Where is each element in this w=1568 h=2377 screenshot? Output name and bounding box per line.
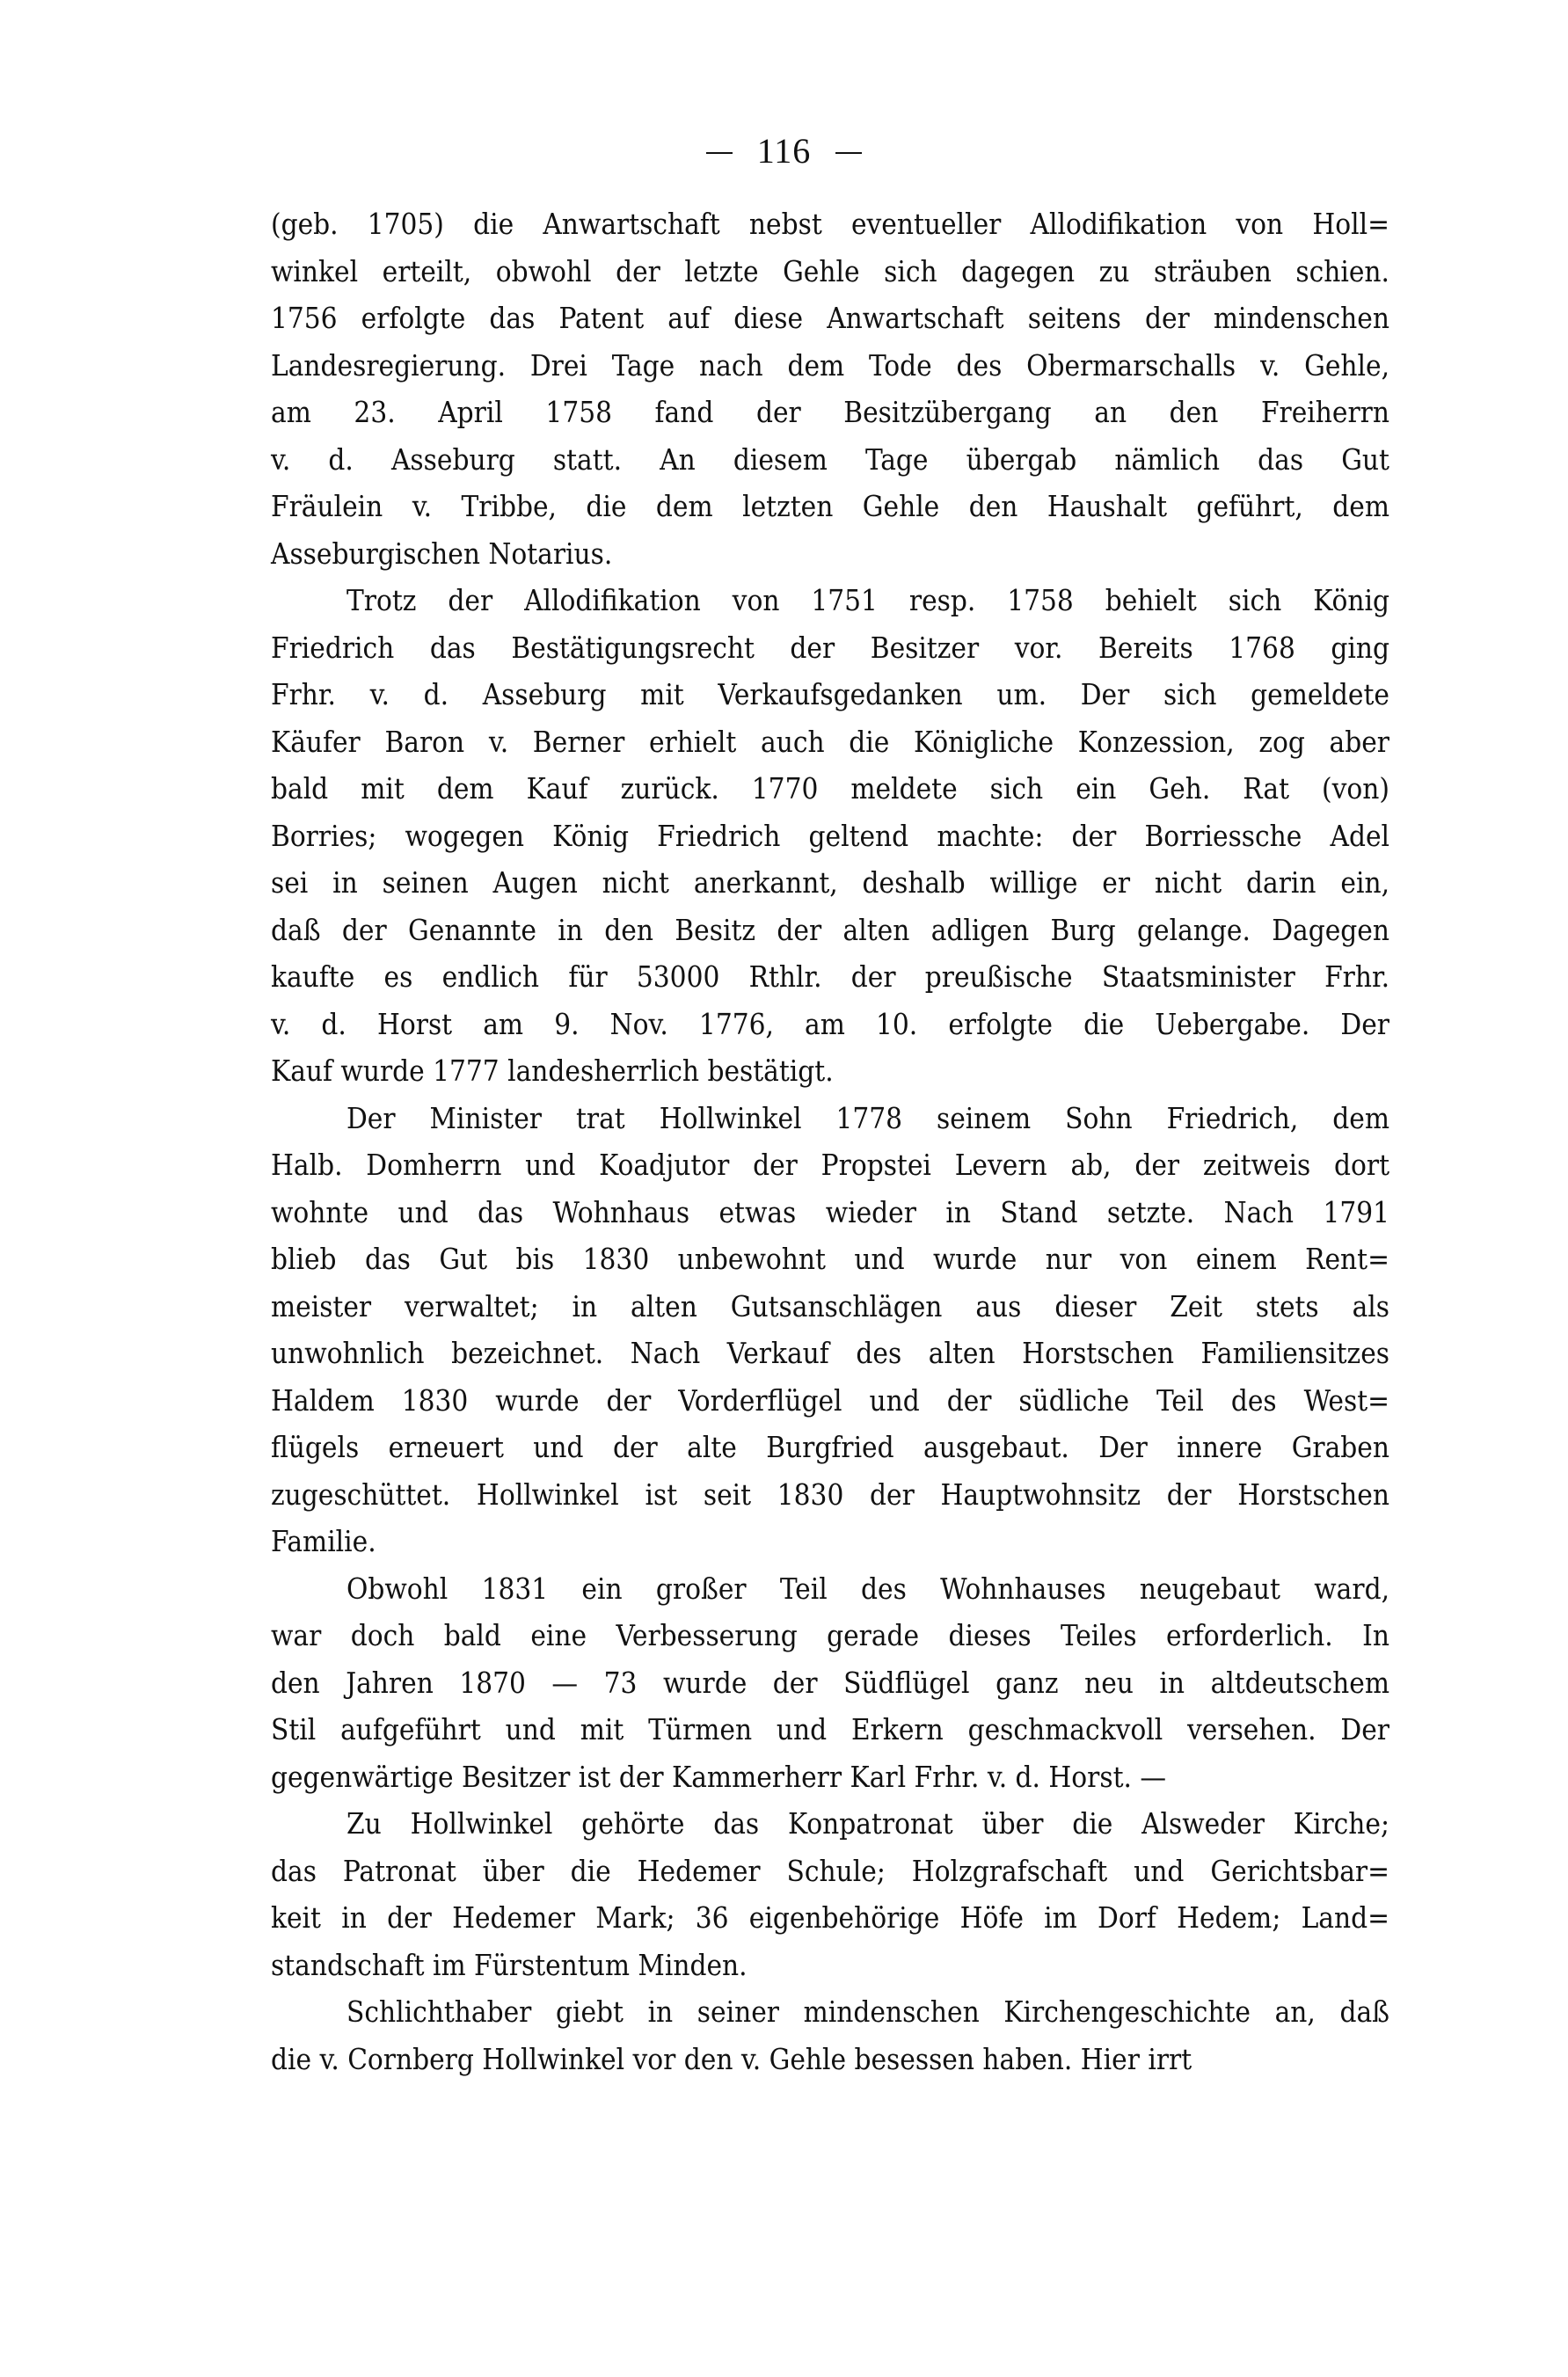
text-line: Asseburgischen Notarius. xyxy=(271,536,613,571)
text-line: am 23. April 1758 fand der Besitzübergang an den Freiherrn xyxy=(271,395,1389,429)
text-line: Der Minister trat Hollwinkel 1778 seinem Sohn Friedrich, dem xyxy=(346,1100,1389,1135)
page-number-dash-right xyxy=(835,152,862,154)
paragraph xyxy=(271,1565,1389,1801)
text-line: Käufer Baron v. Berner erhielt auch die Königliche Konzession, zog aber xyxy=(271,724,1389,759)
page-number-value: 116 xyxy=(756,131,812,171)
paragraph xyxy=(271,1800,1389,1988)
text-line: Haldem 1830 wurde der Vorderflügel und der südliche Teil des West= xyxy=(271,1382,1389,1418)
text-line: Halb. Domherrn und Koadjutor der Propstei Levern ab, der zeitweis dort xyxy=(271,1148,1389,1182)
paragraph xyxy=(271,1988,1389,2082)
text-line: Obwohl 1831 ein großer Teil des Wohnhauses neugebaut ward, xyxy=(346,1571,1389,1606)
text-line: Borries; wogegen König Friedrich geltend machte: der Borriessche Adel xyxy=(271,818,1389,853)
text-line: das Patronat über die Hedemer Schule; Holzgrafschaft und Gerichtsbar= xyxy=(271,1853,1389,1888)
text-line: meister verwaltet; in alten Gutsanschlägen aus dieser Zeit stets als xyxy=(271,1288,1389,1323)
text-line: blieb das Gut bis 1830 unbewohnt und wurde nur von einem Rent= xyxy=(271,1242,1389,1276)
text-line: Trotz der Allodifikation von 1751 resp. 1758 behielt sich König xyxy=(346,583,1389,617)
text-line: zugeschüttet. Hollwinkel ist seit 1830 der Hauptwohnsitz der Horstschen xyxy=(271,1477,1389,1512)
text-line: Landesregierung. Drei Tage nach dem Tode des Obermarschalls v. Gehle, xyxy=(271,347,1389,383)
paragraph xyxy=(271,577,1389,1095)
text-line: 1756 erfolgte das Patent auf diese Anwartschaft seitens der mindenschen xyxy=(271,301,1389,335)
page-number-dash-left xyxy=(706,152,733,154)
text-line: Stil aufgeführt und mit Türmen und Erkern geschmackvoll versehen. Der xyxy=(271,1712,1389,1746)
text-line: Fräulein v. Tribbe, die dem letzten Gehle den Haushalt geführt, dem xyxy=(271,489,1389,523)
text-line: bald mit dem Kauf zurück. 1770 meldete sich ein Geh. Rat (von) xyxy=(271,771,1389,806)
text-line: Schlichthaber giebt in seiner mindenschen Kirchengeschichte an, daß xyxy=(346,1994,1389,2029)
text-line: Frhr. v. d. Asseburg mit Verkaufsgedanken um. Der sich gemeldete xyxy=(271,677,1389,711)
body-text xyxy=(271,201,1389,2082)
text-line: sei in seinen Augen nicht anerkannt, deshalb willige er nicht darin ein, xyxy=(271,865,1389,900)
text-line: v. d. Horst am 9. Nov. 1776, am 10. erfolgte die Uebergabe. Der xyxy=(271,1006,1389,1041)
paragraph xyxy=(271,1095,1389,1565)
text-line: Familie. xyxy=(271,1524,376,1558)
text-line: (geb. 1705) die Anwartschaft nebst eventueller Allodifikation von Holl= xyxy=(271,207,1389,241)
text-line: Friedrich das Bestätigungsrecht der Besitzer vor. Bereits 1768 ging xyxy=(271,630,1389,665)
text-line: Zu Hollwinkel gehörte das Konpatronat über die Alsweder Kirche; xyxy=(346,1806,1389,1841)
text-line: war doch bald eine Verbesserung gerade dieses Teiles erforderlich. In xyxy=(271,1618,1389,1652)
text-line: flügels erneuert und der alte Burgfried ausgebaut. Der innere Graben xyxy=(271,1430,1389,1464)
text-line: die v. Cornberg Hollwinkel vor den v. Gehle besessen haben. Hier irrt xyxy=(271,2041,1192,2076)
text-line: gegenwärtige Besitzer ist der Kammerherr Karl Frhr. v. d. Horst. — xyxy=(271,1759,1167,1794)
text-line: kaufte es endlich für 53000 Rthlr. der preußische Staatsminister Frhr. xyxy=(271,959,1389,994)
text-line: den Jahren 1870 — 73 wurde der Südflügel ganz neu in altdeutschem xyxy=(271,1665,1389,1700)
text-line: keit in der Hedemer Mark; 36 eigenbehörige Höfe im Dorf Hedem; Land= xyxy=(271,1900,1389,1935)
text-line: v. d. Asseburg statt. An diesem Tage übergab nämlich das Gut xyxy=(271,441,1389,477)
text-line: standschaft im Fürstentum Minden. xyxy=(271,1947,748,1982)
text-line: wohnte und das Wohnhaus etwas wieder in Stand setzte. Nach 1791 xyxy=(271,1194,1389,1229)
text-line: Kauf wurde 1777 landesherrlich bestätigt. xyxy=(271,1054,834,1088)
text-line: unwohnlich bezeichnet. Nach Verkauf des alten Horstschen Familiensitzes xyxy=(271,1336,1389,1370)
page-number xyxy=(0,130,1568,172)
text-line: winkel erteilt, obwohl der letzte Gehle sich dagegen zu sträuben schien. xyxy=(271,253,1389,288)
paragraph xyxy=(271,201,1389,577)
text-line: daß der Genannte in den Besitz der alten adligen Burg gelange. Dagegen xyxy=(271,912,1389,947)
